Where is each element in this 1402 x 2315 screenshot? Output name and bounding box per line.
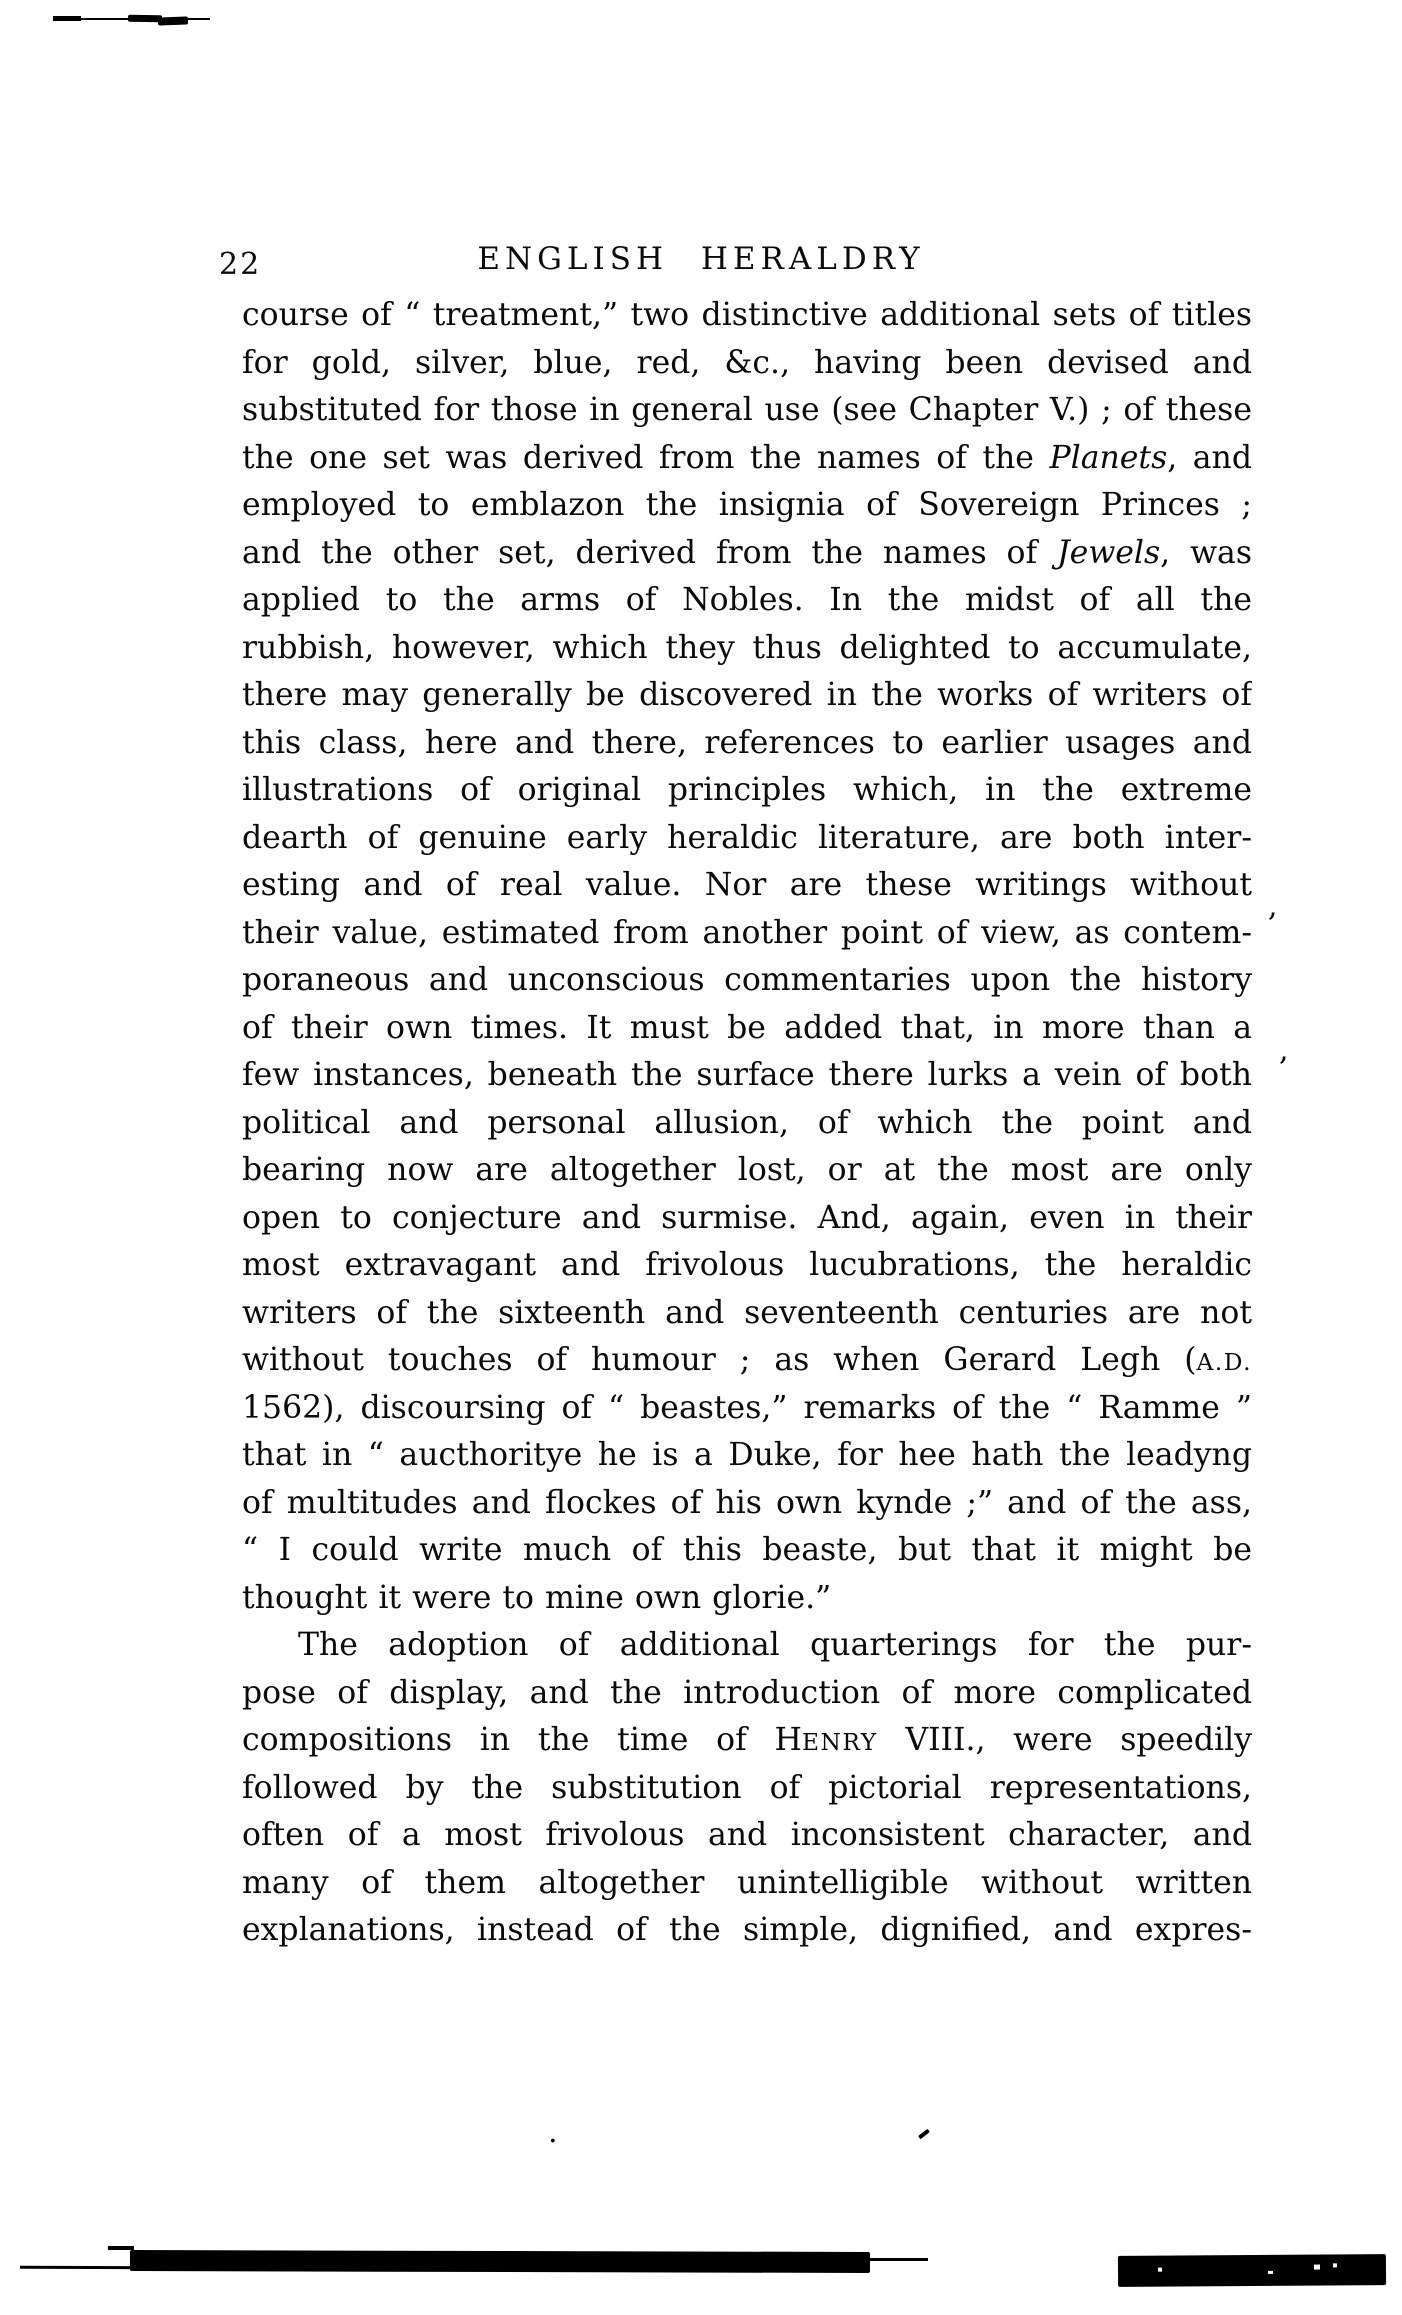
- text-line: [242, 1385, 1252, 1433]
- text-line: [242, 1670, 1252, 1718]
- scan-mark-dot: .: [548, 2115, 558, 2150]
- text-line: [242, 1860, 1252, 1908]
- page-number: 22: [219, 247, 262, 282]
- text-line: [242, 1717, 1252, 1765]
- text-line: [242, 957, 1252, 1005]
- text-segment: of multitudes and flockes of his own kynde ;” and of the ass,: [242, 1484, 1252, 1521]
- text-line: [242, 815, 1252, 863]
- scan-mark-stroke: [918, 2129, 930, 2140]
- text-segment: thought it were to mine own glorie.”: [242, 1579, 832, 1616]
- scan-artifact-top-rule: [53, 16, 81, 21]
- text-segment: course of “ treatment,” two distinctive additional sets of titles: [242, 297, 1252, 333]
- scan-mark-comma: ,: [1268, 889, 1278, 924]
- scan-artifact-bottom-line: [866, 2258, 928, 2261]
- text-line: [242, 292, 1252, 340]
- text-line: [242, 1100, 1252, 1148]
- text-segment: their value, estimated from another point of view, as contem-: [242, 914, 1252, 951]
- scan-artifact-bottom-line: [20, 2266, 134, 2269]
- text-segment: this class, here and there, references to earlier usages and: [242, 724, 1252, 761]
- text-line: [242, 530, 1252, 578]
- scan-speck: [1314, 2265, 1320, 2270]
- text-line: [242, 1765, 1252, 1813]
- text-line: [242, 862, 1252, 910]
- text-line: [242, 1622, 1252, 1670]
- italic-text: Jewels: [1057, 534, 1161, 571]
- text-line: [242, 672, 1252, 720]
- scan-mark-comma: ,: [1279, 1033, 1289, 1068]
- text-segment: often of a most frivolous and inconsistent character, and: [242, 1817, 1252, 1853]
- scan-artifact-top-blob: [158, 16, 188, 25]
- text-line: [242, 1480, 1252, 1528]
- text-line: [242, 1907, 1252, 1955]
- text-segment: of their own times. It must be added that, in more than a: [242, 1009, 1252, 1046]
- text-segment: , and: [1167, 439, 1252, 476]
- text-segment: there may generally be discovered in the works of writers of: [242, 677, 1252, 713]
- text-line: [242, 482, 1252, 530]
- text-segment: many of them altogether unintelligible without written: [242, 1864, 1252, 1901]
- text-segment: that in “ aucthoritye he is a Duke, for hee hath the leadyng: [242, 1437, 1252, 1473]
- text-line: [242, 1147, 1252, 1195]
- text-segment: followed by the substitution of pictorial representations,: [242, 1769, 1252, 1806]
- text-line: [242, 1527, 1252, 1575]
- text-segment: esting and of real value. Nor are these writings without: [242, 867, 1252, 903]
- text-line: [242, 435, 1252, 483]
- text-segment: substituted for those in general use (see Chapter V.) ; of these: [242, 392, 1252, 428]
- text-segment: most extravagant and frivolous lucubrations, the heraldic: [242, 1247, 1252, 1283]
- scan-speck: [1333, 2263, 1337, 2267]
- text-line: [242, 1290, 1252, 1338]
- text-line: [242, 625, 1252, 673]
- text-segment: without touches of humour ; as when Gerard Legh (: [242, 1342, 1197, 1378]
- text-segment: writers of the sixteenth and seventeenth centuries are not: [242, 1294, 1252, 1331]
- text-line: [242, 387, 1252, 435]
- text-line: [242, 767, 1252, 815]
- text-segment: 1562), discoursing of “ beastes,” remarks of the “ Ramme ”: [242, 1389, 1252, 1426]
- text-line: [242, 1337, 1252, 1385]
- body-text: [242, 292, 1252, 1955]
- text-line: [242, 1812, 1252, 1860]
- scan-speck: [1158, 2268, 1162, 2272]
- text-line: [242, 720, 1252, 768]
- text-segment: for gold, silver, blue, red, &c., having been devised and: [242, 344, 1252, 381]
- text-segment: VIII., were speedily: [877, 1722, 1252, 1758]
- page-header: [0, 241, 1402, 281]
- text-line: [242, 577, 1252, 625]
- text-segment: rubbish, however, which they thus delighted to accumulate,: [242, 629, 1252, 666]
- text-line: [242, 1575, 1252, 1623]
- scan-artifact-bottom-band: [130, 2250, 870, 2273]
- text-segment: open to conjecture and surmise. And, again, even in their: [242, 1199, 1252, 1236]
- text-segment: the one set was derived from the names of the: [242, 439, 1050, 476]
- text-segment: few instances, beneath the surface there lurks a vein of both: [242, 1057, 1252, 1093]
- text-segment: employed to emblazon the insignia of Sovereign Princes ;: [242, 487, 1252, 523]
- text-segment: compositions in the time of H: [242, 1722, 803, 1758]
- text-segment: bearing now are altogether lost, or at the most are only: [242, 1152, 1252, 1188]
- text-segment: illustrations of original principles which, in the extreme: [242, 772, 1252, 808]
- small-caps-text: ENRY: [802, 1729, 878, 1756]
- text-segment: The adoption of additional quarterings for the pur-: [298, 1627, 1252, 1663]
- small-caps-text: A.D.: [1196, 1349, 1252, 1376]
- scan-artifact-top-rule: [186, 18, 206, 20]
- text-line: [242, 340, 1252, 388]
- text-line: [242, 1242, 1252, 1290]
- text-line: [242, 1432, 1252, 1480]
- text-segment: dearth of genuine early heraldic literature, are both inter-: [242, 819, 1252, 856]
- scan-artifact-bottom-block: [1118, 2254, 1386, 2287]
- text-line: [242, 910, 1252, 958]
- text-segment: poraneous and unconscious commentaries upon the history: [242, 962, 1252, 998]
- text-line: [242, 1005, 1252, 1053]
- text-line: [242, 1195, 1252, 1243]
- running-header-title: ENGLISH HERALDRY: [477, 241, 925, 277]
- text-segment: “ I could write much of this beaste, but that it might be: [242, 1532, 1252, 1568]
- text-segment: political and personal allusion, of which the point and: [242, 1104, 1252, 1141]
- scan-speck: [1268, 2271, 1273, 2274]
- text-segment: applied to the arms of Nobles. In the midst of all the: [242, 582, 1252, 618]
- text-segment: and the other set, derived from the names of: [242, 534, 1058, 571]
- text-segment: explanations, instead of the simple, dignified, and expres-: [242, 1912, 1252, 1948]
- text-line: [242, 1052, 1252, 1100]
- text-segment: , was: [1160, 534, 1252, 571]
- text-segment: pose of display, and the introduction of more complicated: [242, 1674, 1252, 1711]
- italic-text: Planets: [1049, 439, 1168, 476]
